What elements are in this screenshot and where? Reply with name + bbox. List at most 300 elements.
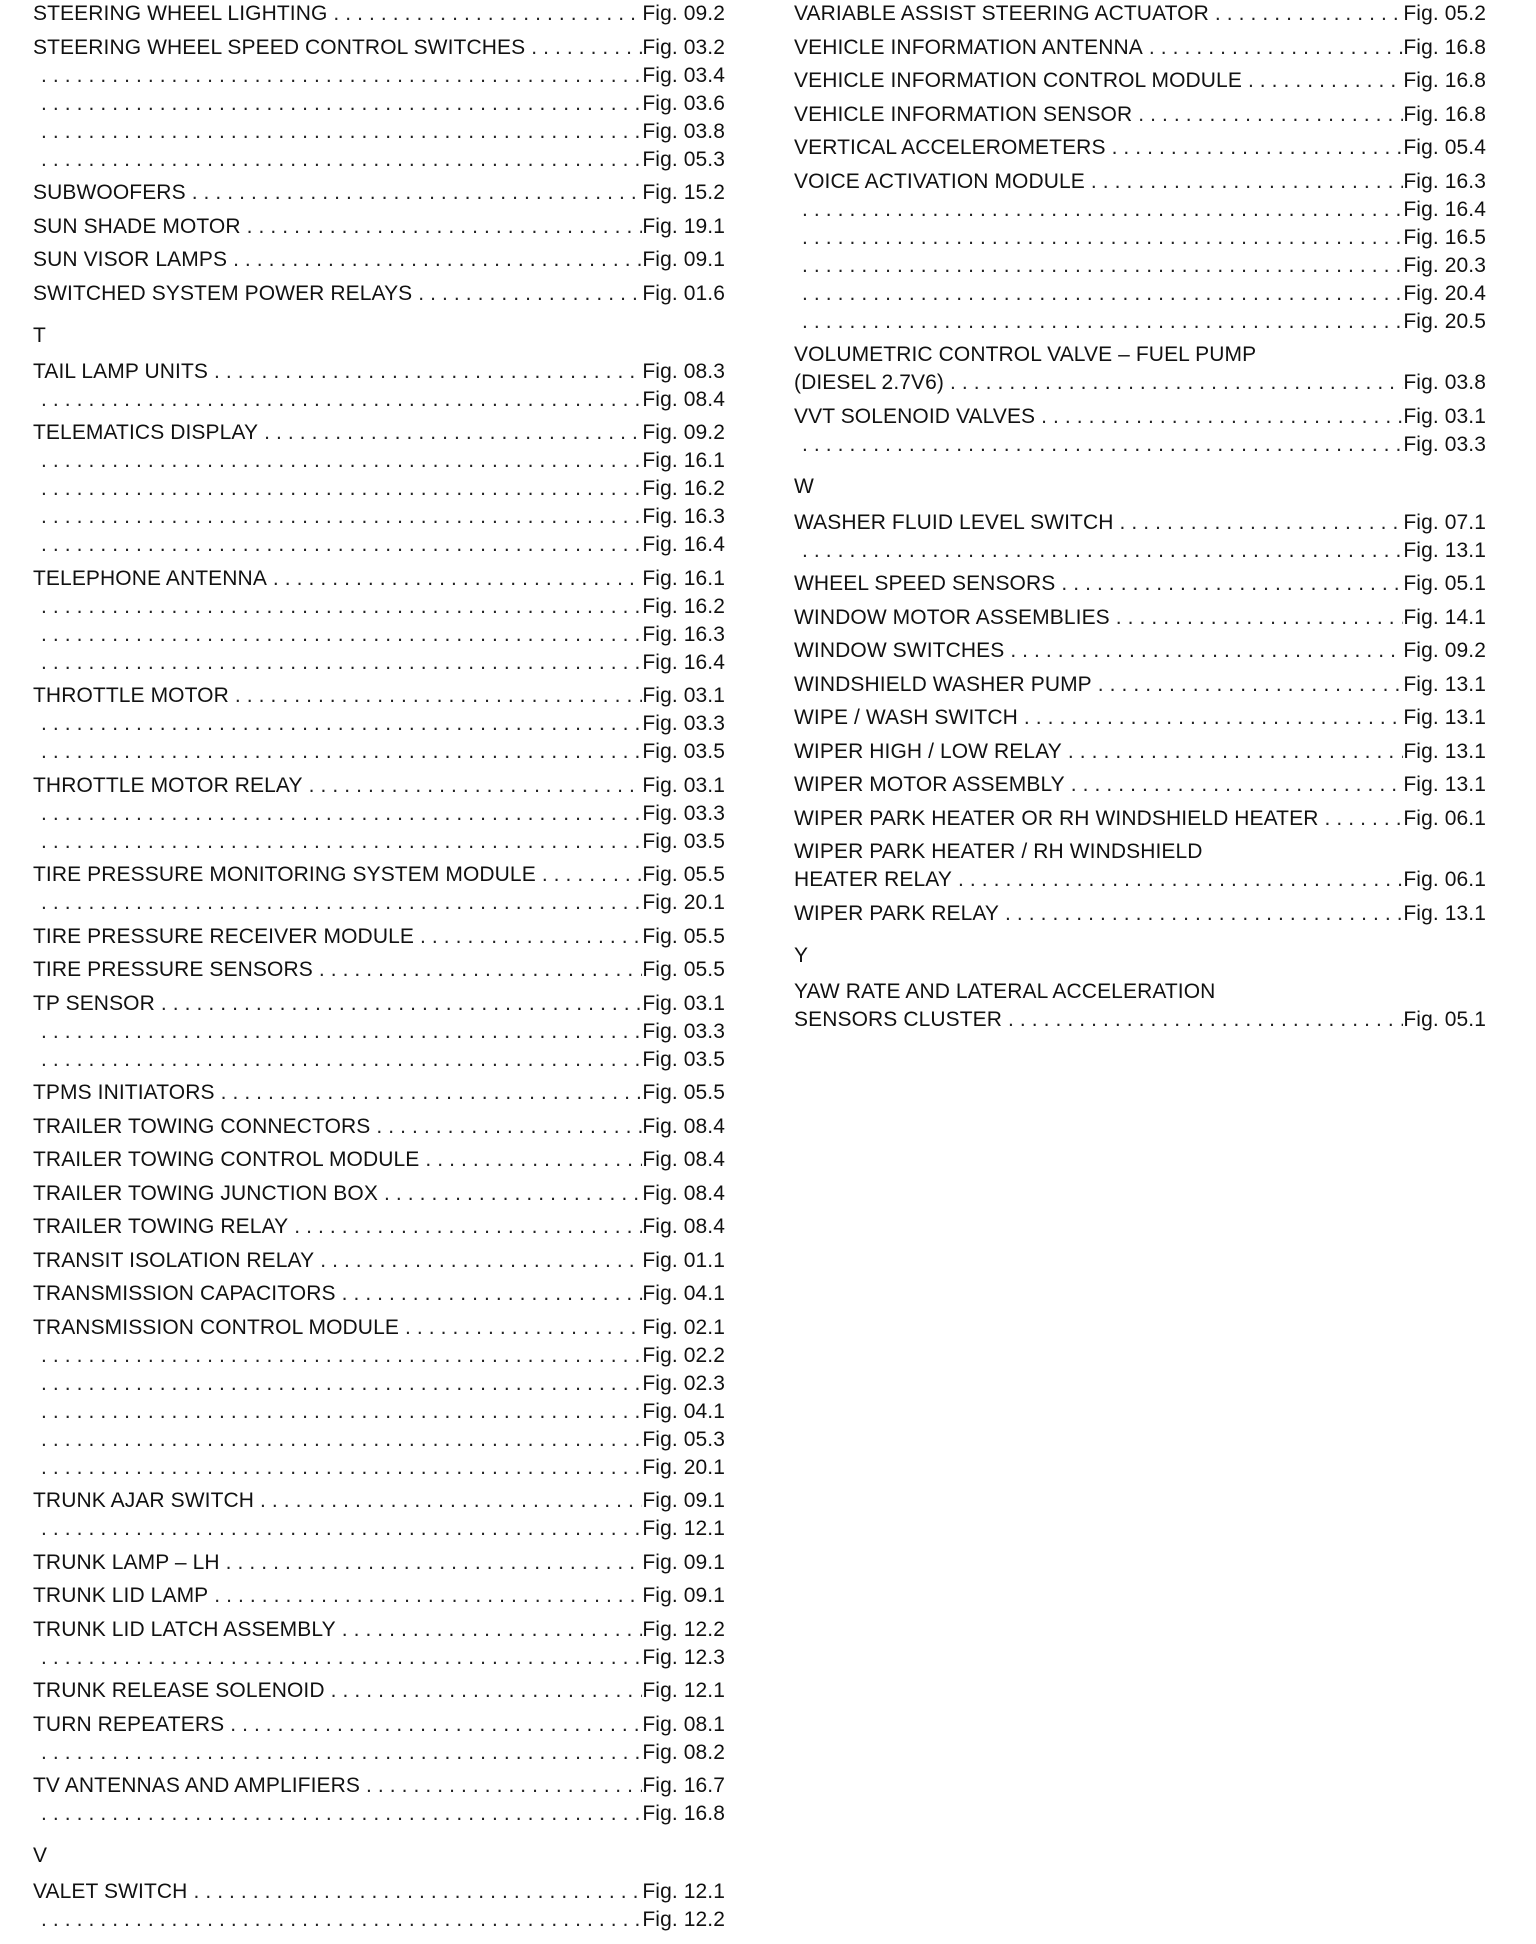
- entry-continuation-row: [33, 1644, 725, 1672]
- index-entry-vertical-accelerometers: [794, 134, 1486, 162]
- dot-leader: [241, 213, 643, 241]
- index-entry-trunk-lid-latch-assembly: [33, 1616, 725, 1672]
- entry-continuation-row: [33, 710, 725, 738]
- figure-reference-link[interactable]: Fig. 12.3: [642, 1645, 725, 1669]
- index-column-left: [33, 0, 725, 1934]
- entry-continuation-row: [794, 537, 1486, 565]
- figure-reference-link[interactable]: Fig. 20.5: [1403, 309, 1486, 333]
- entry-continuation-row: [794, 308, 1486, 336]
- entry-continuation-row: [794, 196, 1486, 224]
- figure-reference-link[interactable]: Fig. 12.2: [642, 1617, 725, 1641]
- figure-reference-link[interactable]: Fig. 05.1: [1403, 1007, 1486, 1031]
- index-entry-tail-lamp-units: [33, 358, 725, 414]
- figure-reference-link[interactable]: Fig. 19.1: [642, 214, 725, 238]
- entry-row: [33, 358, 725, 386]
- figure-reference-link[interactable]: Fig. 03.5: [642, 1047, 725, 1071]
- figure-reference-link[interactable]: Fig. 16.8: [1403, 102, 1486, 126]
- index-entry-wipe-wash-switch: [794, 704, 1486, 732]
- entry-label: TP SENSOR: [33, 991, 155, 1015]
- figure-reference-link[interactable]: Fig. 03.4: [642, 63, 725, 87]
- index-entry-wiper-high-low-relay: [794, 738, 1486, 766]
- dot-leader: [33, 710, 642, 738]
- dot-leader: [1143, 34, 1404, 62]
- entry-label: TPMS INITIATORS: [33, 1081, 215, 1104]
- dot-leader: [794, 308, 1403, 336]
- figure-reference-link[interactable]: Fig. 05.1: [1403, 572, 1486, 595]
- entry-continuation-row: [33, 386, 725, 414]
- entry-continuation-row: [794, 280, 1486, 308]
- entry-row: [794, 168, 1486, 196]
- figure-reference-link[interactable]: Fig. 04.1: [642, 1399, 725, 1423]
- figure-reference-link[interactable]: Fig. 20.4: [1403, 281, 1486, 305]
- figure-reference-link[interactable]: Fig. 08.3: [642, 359, 725, 383]
- entry-label: TURN REPEATERS: [33, 1712, 225, 1736]
- figure-reference-link[interactable]: Fig. 09.2: [642, 421, 725, 444]
- dot-leader: [208, 1582, 642, 1610]
- entry-row: [794, 101, 1486, 129]
- entry-continuation-row: [33, 889, 725, 917]
- entry-continuation-row: [33, 649, 725, 677]
- index-entry-trunk-release-solenoid: [33, 1677, 725, 1705]
- entry-continuation-row: [33, 1739, 725, 1767]
- entry-row: [33, 179, 725, 207]
- index-entry-sun-shade-motor: [33, 213, 725, 241]
- entry-row: [33, 0, 725, 28]
- dot-leader: [33, 649, 642, 677]
- entry-row: [33, 1582, 725, 1610]
- section-letter-t: T: [33, 323, 46, 347]
- index-entry-trailer-towing-control-module: [33, 1146, 725, 1174]
- figure-reference-link[interactable]: Fig. 14.1: [1403, 605, 1486, 629]
- figure-reference-link[interactable]: Fig. 16.2: [642, 594, 725, 618]
- dot-leader: [378, 1180, 642, 1208]
- entry-row: [794, 671, 1486, 699]
- section-letter-w: W: [794, 474, 814, 498]
- figure-reference-link[interactable]: Fig. 09.1: [642, 248, 725, 271]
- dot-leader: [999, 900, 1403, 928]
- index-entry-sun-visor-lamps: [33, 246, 725, 274]
- entry-label: TELEPHONE ANTENNA: [33, 566, 267, 590]
- figure-reference-link[interactable]: Fig. 06.1: [1403, 806, 1486, 830]
- entry-row: [33, 990, 725, 1018]
- entry-label: TIRE PRESSURE RECEIVER MODULE: [33, 924, 414, 948]
- dot-leader: [794, 431, 1403, 459]
- figure-reference-link[interactable]: Fig. 03.3: [642, 1019, 725, 1043]
- index-entry-yaw-rate-and-lateral-acceleration: [794, 978, 1486, 1034]
- dot-leader: [33, 118, 642, 146]
- figure-reference-link[interactable]: Fig. 20.3: [1403, 253, 1486, 277]
- entry-row: [33, 923, 725, 951]
- entry-label: TRUNK LID LAMP: [33, 1584, 209, 1607]
- figure-reference-link[interactable]: Fig. 16.4: [642, 650, 725, 674]
- entry-row: [33, 1711, 725, 1739]
- index-entry-trunk-ajar-switch: [33, 1487, 725, 1543]
- entry-label: WINDOW MOTOR ASSEMBLIES: [794, 605, 1110, 629]
- dot-leader: [33, 386, 642, 414]
- figure-reference-link[interactable]: Fig. 03.3: [1403, 432, 1486, 456]
- figure-reference-link[interactable]: Fig. 05.4: [1403, 136, 1486, 159]
- index-entry-steering-wheel-lighting: [33, 0, 725, 28]
- entry-row: [794, 805, 1486, 833]
- entry-row: [794, 67, 1486, 95]
- entry-row: [33, 419, 725, 447]
- entry-row: [33, 246, 725, 274]
- entry-label: TRUNK RELEASE SOLENOID: [33, 1679, 325, 1702]
- index-entry-window-motor-assemblies: [794, 604, 1486, 632]
- index-entry-tp-sensor: [33, 990, 725, 1074]
- entry-row: [794, 403, 1486, 431]
- entry-row: [33, 861, 725, 889]
- entry-continuation-row: [33, 800, 725, 828]
- figure-reference-link[interactable]: Fig. 02.3: [642, 1371, 725, 1395]
- entry-row: [33, 1677, 725, 1705]
- index-entry-trailer-towing-relay: [33, 1213, 725, 1241]
- entry-continuation-row: [33, 1426, 725, 1454]
- entry-label: TIRE PRESSURE MONITORING SYSTEM MODULE: [33, 863, 536, 886]
- dot-leader: [1110, 604, 1404, 632]
- figure-reference-link[interactable]: Fig. 12.1: [642, 1517, 725, 1540]
- entry-label: TRAILER TOWING RELAY: [33, 1215, 289, 1238]
- entry-label: VARIABLE ASSIST STEERING ACTUATOR: [794, 2, 1209, 25]
- entry-row: [794, 369, 1486, 397]
- figure-reference-link[interactable]: Fig. 13.1: [1403, 538, 1486, 562]
- figure-reference-link[interactable]: Fig. 08.1: [642, 1712, 725, 1736]
- figure-reference-link[interactable]: Fig. 13.1: [1403, 739, 1486, 763]
- entry-row: [794, 738, 1486, 766]
- dot-leader: [325, 1677, 643, 1705]
- figure-reference-link[interactable]: Fig. 16.1: [642, 566, 725, 590]
- entry-row: [33, 1878, 725, 1906]
- figure-reference-link[interactable]: Fig. 16.4: [642, 533, 725, 556]
- entry-row: [33, 1314, 725, 1342]
- entry-continuation-row: [33, 475, 725, 503]
- dot-leader: [1114, 509, 1404, 537]
- entry-label: TRANSMISSION CAPACITORS: [33, 1282, 336, 1305]
- index-entry-throttle-motor-relay: [33, 772, 725, 856]
- figure-reference-link[interactable]: Fig. 05.2: [1403, 2, 1486, 25]
- entry-row: [33, 1280, 725, 1308]
- entry-label: VOLUMETRIC CONTROL VALVE – FUEL PUMP: [794, 343, 1257, 366]
- entry-label: SUBWOOFERS: [33, 181, 186, 204]
- index-entry-tire-pressure-monitoring-system-module: [33, 861, 725, 917]
- entry-continuation-row: [33, 1018, 725, 1046]
- dot-leader: [1065, 771, 1404, 799]
- entry-row: [794, 0, 1486, 28]
- entry-label: VEHICLE INFORMATION SENSOR: [794, 102, 1133, 126]
- figure-reference-link[interactable]: Fig. 03.1: [642, 991, 725, 1015]
- dot-leader: [254, 1487, 642, 1515]
- figure-reference-link[interactable]: Fig. 09.1: [642, 1584, 725, 1607]
- figure-reference-link[interactable]: Fig. 16.4: [1403, 197, 1486, 221]
- index-entry-valet-switch: [33, 1878, 725, 1934]
- figure-reference-link[interactable]: Fig. 20.1: [642, 1455, 725, 1479]
- figure-reference-link[interactable]: Fig. 20.1: [642, 891, 725, 914]
- figure-reference-link[interactable]: Fig. 16.3: [642, 505, 725, 528]
- index-entry-wiper-motor-assembly: [794, 771, 1486, 799]
- entry-continuation-row: [33, 1398, 725, 1426]
- entry-row: [33, 772, 725, 800]
- entry-continuation-row: [33, 1370, 725, 1398]
- figure-reference-link[interactable]: Fig. 04.1: [642, 1282, 725, 1305]
- figure-reference-link[interactable]: Fig. 16.1: [642, 449, 725, 472]
- figure-reference-link[interactable]: Fig. 05.3: [642, 1427, 725, 1451]
- entry-label: VALET SWITCH: [33, 1880, 188, 1903]
- dot-leader: [186, 179, 643, 207]
- entry-continuation-row: [794, 431, 1486, 459]
- entry-continuation-row: [33, 621, 725, 649]
- entry-label: TRANSMISSION CONTROL MODULE: [33, 1315, 399, 1339]
- dot-leader: [412, 280, 642, 308]
- figure-reference-link[interactable]: Fig. 16.2: [642, 477, 725, 500]
- dot-leader: [314, 1247, 642, 1275]
- entry-label: WIPER PARK RELAY: [794, 901, 1000, 925]
- entry-continuation-row: [33, 1515, 725, 1543]
- entry-row: [33, 1487, 725, 1515]
- entry-continuation-row: [33, 146, 725, 174]
- dot-leader: [1242, 67, 1403, 95]
- entry-label-line: [794, 838, 1486, 866]
- entry-continuation-row: [33, 738, 725, 766]
- dot-leader: [288, 1213, 642, 1241]
- dot-leader: [1092, 671, 1404, 699]
- figure-reference-link[interactable]: Fig. 03.2: [642, 35, 725, 59]
- dot-leader: [419, 1146, 642, 1174]
- entry-row: [794, 866, 1486, 894]
- dot-leader: [33, 828, 642, 856]
- dot-leader: [33, 1739, 642, 1767]
- figure-reference-link[interactable]: Fig. 12.1: [642, 1880, 725, 1903]
- entry-label: TRUNK LAMP – LH: [33, 1550, 220, 1574]
- entry-row: [33, 1213, 725, 1241]
- index-entry-voice-activation-module: [794, 168, 1486, 336]
- figure-reference-link[interactable]: Fig. 13.1: [1403, 706, 1486, 729]
- figure-reference-link[interactable]: Fig. 05.5: [642, 958, 725, 981]
- entry-row: [33, 956, 725, 984]
- index-entry-trailer-towing-connectors: [33, 1113, 725, 1141]
- entry-label: TRANSIT ISOLATION RELAY: [33, 1248, 315, 1272]
- dot-leader: [336, 1280, 643, 1308]
- figure-reference-link[interactable]: Fig. 08.4: [642, 1114, 725, 1138]
- index-entry-wheel-speed-sensors: [794, 570, 1486, 598]
- figure-reference-link[interactable]: Fig. 12.1: [642, 1679, 725, 1702]
- entry-row: [33, 682, 725, 710]
- index-entry-wiper-park-heater-or-rh-windshield-heater: [794, 805, 1486, 833]
- entry-row: [33, 1549, 725, 1577]
- dot-leader: [33, 1906, 642, 1934]
- index-entry-tv-antennas-and-amplifiers: [33, 1772, 725, 1828]
- entry-label: SUN SHADE MOTOR: [33, 214, 241, 238]
- dot-leader: [33, 889, 642, 917]
- entry-row: [33, 213, 725, 241]
- dot-leader: [33, 1342, 642, 1370]
- figure-reference-link[interactable]: Fig. 06.1: [1403, 868, 1486, 891]
- entry-label: TRAILER TOWING JUNCTION BOX: [33, 1181, 378, 1205]
- figure-reference-link[interactable]: Fig. 05.5: [642, 863, 725, 886]
- figure-reference-link[interactable]: Fig. 03.8: [642, 119, 725, 143]
- entry-label: THROTTLE MOTOR RELAY: [33, 773, 303, 797]
- figure-reference-link[interactable]: Fig. 08.2: [642, 1740, 725, 1764]
- dot-leader: [794, 252, 1403, 280]
- index-entry-telephone-antenna: [33, 565, 725, 677]
- figure-reference-link[interactable]: Fig. 07.1: [1403, 510, 1486, 534]
- entry-row: [794, 570, 1486, 598]
- entry-row: [33, 1079, 725, 1107]
- figure-reference-link[interactable]: Fig. 03.5: [642, 740, 725, 763]
- dot-leader: [1002, 1006, 1403, 1034]
- figure-reference-link[interactable]: Fig. 05.5: [642, 924, 725, 948]
- dot-leader: [33, 503, 642, 531]
- entry-label: TRAILER TOWING CONTROL MODULE: [33, 1148, 420, 1171]
- index-entry-transmission-capacitors: [33, 1280, 725, 1308]
- entry-continuation-row: [33, 503, 725, 531]
- dot-leader: [33, 1370, 642, 1398]
- figure-reference-link[interactable]: Fig. 05.3: [642, 147, 725, 171]
- entry-label: TIRE PRESSURE SENSORS: [33, 958, 313, 981]
- entry-continuation-row: [33, 828, 725, 856]
- index-entry-volumetric-control-valve-fuel-pump: [794, 341, 1486, 397]
- entry-row: [794, 604, 1486, 632]
- index-entry-turn-repeaters: [33, 1711, 725, 1767]
- figure-reference-link[interactable]: Fig. 13.1: [1403, 672, 1486, 696]
- figure-reference-link[interactable]: Fig. 09.2: [1403, 639, 1486, 662]
- dot-leader: [33, 621, 642, 649]
- figure-reference-link[interactable]: Fig. 08.4: [642, 1215, 725, 1238]
- figure-reference-link[interactable]: Fig. 09.1: [642, 1550, 725, 1574]
- dot-leader: [1004, 637, 1403, 665]
- index-entry-vehicle-information-control-module: [794, 67, 1486, 95]
- figure-reference-link[interactable]: Fig. 08.4: [642, 387, 725, 411]
- dot-leader: [33, 800, 642, 828]
- figure-reference-link[interactable]: Fig. 05.5: [642, 1081, 725, 1104]
- figure-reference-link[interactable]: Fig. 08.4: [642, 1181, 725, 1205]
- entry-label: STEERING WHEEL SPEED CONTROL SWITCHES: [33, 35, 526, 59]
- section-letter-v: V: [33, 1844, 48, 1867]
- entry-label: TRUNK LID LATCH ASSEMBLY: [33, 1617, 336, 1641]
- figure-reference-link[interactable]: Fig. 03.3: [642, 712, 725, 735]
- dot-leader: [1319, 805, 1404, 833]
- figure-reference-link[interactable]: Fig. 03.1: [642, 684, 725, 707]
- entry-label: VVT SOLENOID VALVES: [794, 404, 1036, 428]
- figure-reference-link[interactable]: Fig. 03.6: [642, 91, 725, 115]
- figure-reference-link[interactable]: Fig. 03.1: [642, 773, 725, 797]
- dot-leader: [794, 280, 1403, 308]
- figure-reference-link[interactable]: Fig. 16.5: [1403, 225, 1486, 249]
- entry-row: [794, 900, 1486, 928]
- figure-reference-link[interactable]: Fig. 08.4: [642, 1148, 725, 1171]
- entry-label: WINDSHIELD WASHER PUMP: [794, 672, 1092, 696]
- dot-leader: [215, 1079, 643, 1107]
- dot-leader: [33, 1398, 642, 1426]
- dot-leader: [155, 990, 642, 1018]
- entry-label: WIPER PARK HEATER / RH WINDSHIELD: [794, 840, 1203, 863]
- figure-reference-link[interactable]: Fig. 03.3: [642, 801, 725, 825]
- entry-label: TV ANTENNAS AND AMPLIFIERS: [33, 1774, 361, 1797]
- index-entry-transmission-control-module: [33, 1314, 725, 1482]
- entry-label: SWITCHED SYSTEM POWER RELAYS: [33, 281, 413, 305]
- figure-reference-link[interactable]: Fig. 02.1: [642, 1315, 725, 1339]
- index-entry-vehicle-information-sensor: [794, 101, 1486, 129]
- dot-leader: [33, 1800, 642, 1828]
- entry-row: [33, 1146, 725, 1174]
- figure-reference-link[interactable]: Fig. 02.2: [642, 1343, 725, 1367]
- dot-leader: [399, 1314, 642, 1342]
- index-entry-wiper-park-relay: [794, 900, 1486, 928]
- figure-reference-link[interactable]: Fig. 13.1: [1403, 901, 1486, 925]
- figure-reference-link[interactable]: Fig. 12.2: [642, 1908, 725, 1931]
- entry-label: VEHICLE INFORMATION CONTROL MODULE: [794, 69, 1242, 92]
- entry-row: [33, 1772, 725, 1800]
- dot-leader: [794, 224, 1403, 252]
- entry-continuation-row: [33, 90, 725, 118]
- dot-leader: [370, 1113, 642, 1141]
- entry-continuation-row: [33, 531, 725, 559]
- index-entry-tire-pressure-receiver-module: [33, 923, 725, 951]
- index-entry-wiper-park-heater-rh-windshield: [794, 838, 1486, 894]
- dot-leader: [336, 1616, 643, 1644]
- figure-reference-link[interactable]: Fig. 09.1: [642, 1489, 725, 1512]
- dot-leader: [224, 1711, 642, 1739]
- entry-label: WASHER FLUID LEVEL SWITCH: [794, 510, 1114, 534]
- dot-leader: [525, 34, 642, 62]
- index-entry-variable-assist-steering-actuator: [794, 0, 1486, 28]
- figure-reference-link[interactable]: Fig. 16.8: [642, 1802, 725, 1825]
- entry-label-line: [794, 341, 1486, 369]
- index-entry-telematics-display: [33, 419, 725, 559]
- entry-continuation-row: [33, 1342, 725, 1370]
- index-entry-vehicle-information-antenna: [794, 34, 1486, 62]
- dot-leader: [258, 419, 642, 447]
- entry-continuation-row: [33, 1046, 725, 1074]
- entry-label: VERTICAL ACCELEROMETERS: [794, 136, 1106, 159]
- figure-reference-link[interactable]: Fig. 16.3: [642, 622, 725, 646]
- dot-leader: [267, 565, 642, 593]
- entry-label: WIPER HIGH / LOW RELAY: [794, 739, 1062, 763]
- dot-leader: [187, 1878, 642, 1906]
- dot-leader: [1209, 0, 1404, 28]
- entry-continuation-row: [33, 62, 725, 90]
- figure-reference-link[interactable]: Fig. 09.2: [642, 2, 725, 25]
- dot-leader: [303, 772, 643, 800]
- entry-label: WIPE / WASH SWITCH: [794, 706, 1018, 729]
- figure-reference-link[interactable]: Fig. 16.3: [1403, 169, 1486, 193]
- dot-leader: [33, 1018, 642, 1046]
- entry-row: [794, 509, 1486, 537]
- figure-reference-link[interactable]: Fig. 03.1: [1403, 404, 1486, 428]
- entry-continuation-row: [33, 1800, 725, 1828]
- entry-row: [794, 134, 1486, 162]
- entry-row: [794, 1006, 1486, 1034]
- entry-continuation-row: [33, 447, 725, 475]
- entry-label: WINDOW SWITCHES: [794, 639, 1005, 662]
- dot-leader: [33, 1046, 642, 1074]
- figure-reference-link[interactable]: Fig. 03.5: [642, 829, 725, 853]
- figure-reference-link[interactable]: Fig. 16.8: [1403, 35, 1486, 59]
- dot-leader: [33, 738, 642, 766]
- dot-leader: [794, 537, 1403, 565]
- figure-reference-link[interactable]: Fig. 01.1: [642, 1248, 725, 1272]
- figure-reference-link[interactable]: Fig. 13.1: [1403, 773, 1486, 796]
- index-entry-transit-isolation-relay: [33, 1247, 725, 1275]
- index-entry-trailer-towing-junction-box: [33, 1180, 725, 1208]
- index-entry-washer-fluid-level-switch: [794, 509, 1486, 565]
- figure-reference-link[interactable]: Fig. 16.7: [642, 1774, 725, 1797]
- figure-reference-link[interactable]: Fig. 16.8: [1403, 69, 1486, 92]
- dot-leader: [1055, 570, 1403, 598]
- figure-reference-link[interactable]: Fig. 03.8: [1403, 371, 1486, 394]
- dot-leader: [33, 146, 642, 174]
- figure-reference-link[interactable]: Fig. 01.6: [642, 281, 725, 305]
- figure-reference-link[interactable]: Fig. 15.2: [642, 181, 725, 204]
